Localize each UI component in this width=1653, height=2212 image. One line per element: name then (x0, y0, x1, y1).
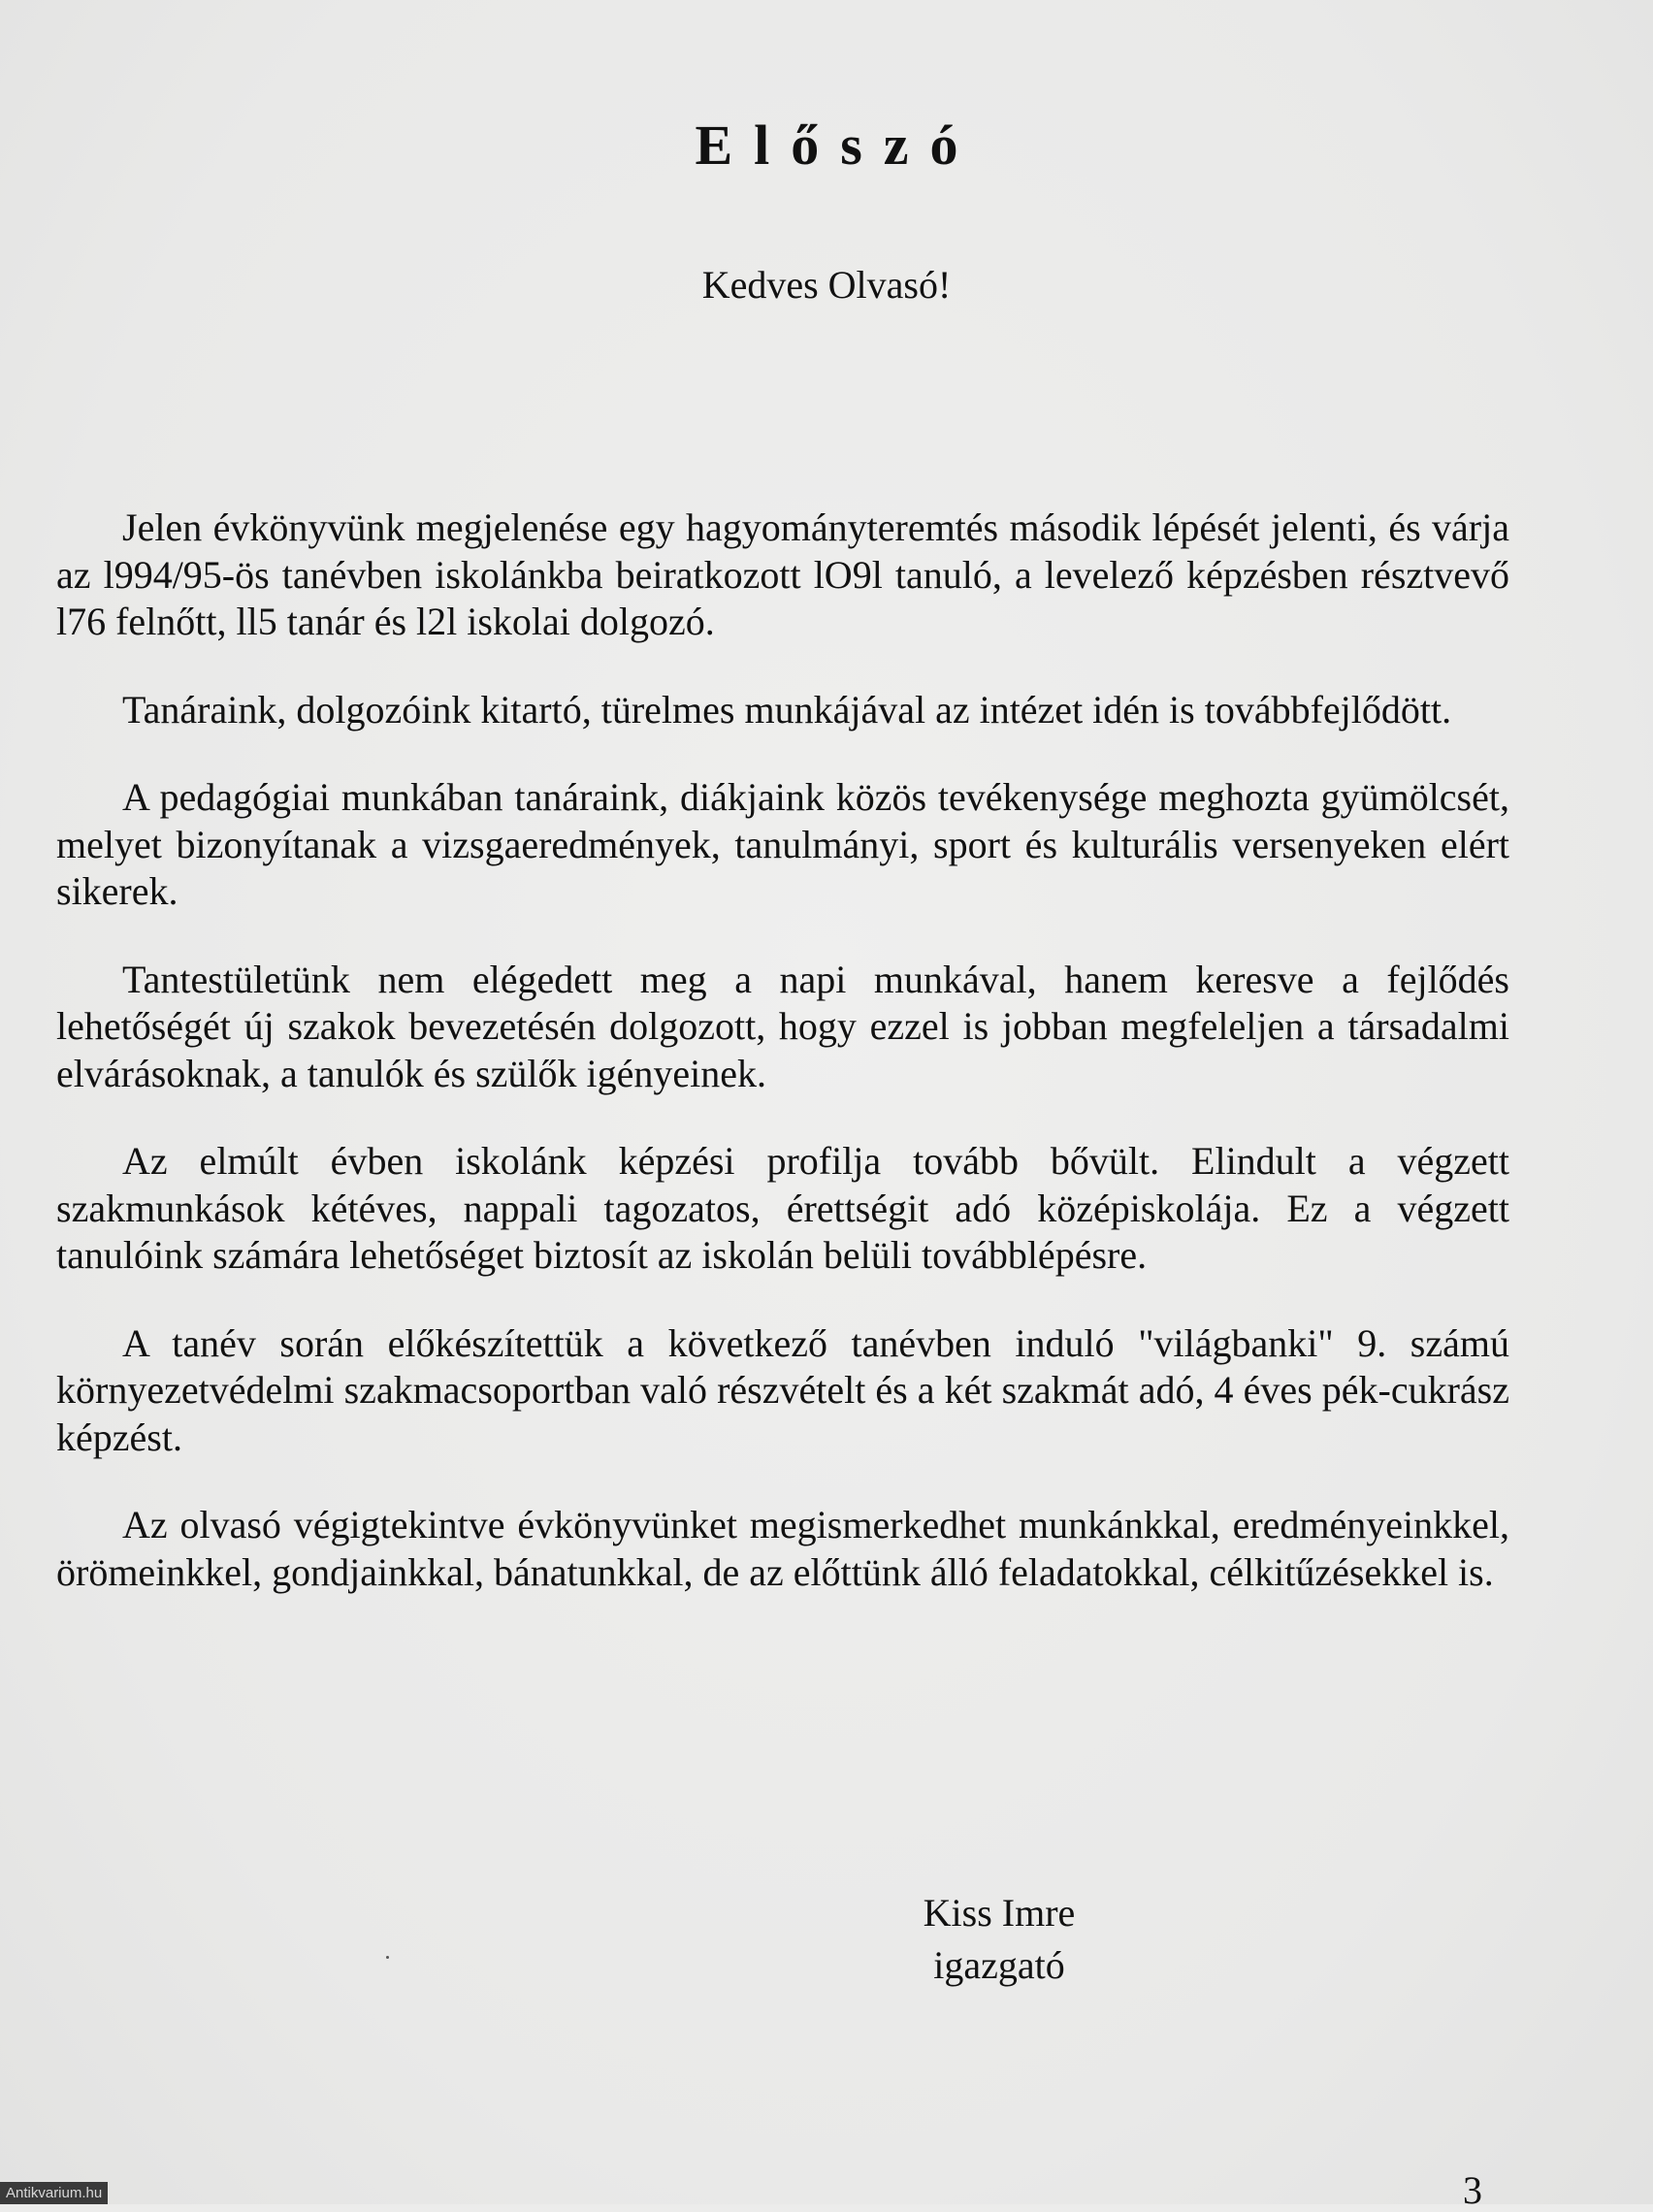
paragraph-6: A tanév során előkészítettük a következő tanévben induló "világbanki" 9. számú környezetvédelmi szakmacsoportban való részvételt és a két szakmát adó, 4 éves pék-cukrász képzést. (56, 1320, 1509, 1459)
page-title: Előszó (695, 113, 980, 177)
paragraph-3: A pedagógiai munkában tanáraink, diákjaink közös tevékenysége meghozta gyümölcsét, melyet bizonyítanak a vizsgaeredmények, tanulmányi, sport és kulturális versenyeken elért sikerek. (56, 775, 1509, 913)
body-text (56, 504, 1509, 1637)
paragraph-1: Jelen évkönyvünk megjelenése egy hagyományteremtés második lépését jelenti, és várja az l994/95-ös tanévben iskolánkba beiratkozott lO9l tanuló, a levelező képzésben résztvevő l76 felnőtt, ll5 tanár és l2l iskolai dolgozó. (56, 505, 1509, 643)
page-number: 3 (1463, 2168, 1482, 2212)
signature-block (834, 1887, 1164, 1992)
signature-name: Kiss Imre (923, 1891, 1076, 1935)
signature-role: igazgató (933, 1943, 1065, 1987)
salutation: Kedves Olvasó! (701, 263, 952, 307)
paragraph-4: Tantestületünk nem elégedett meg a napi munkával, hanem keresve a fejlődés lehetőségét új szakok bevezetésén dolgozott, hogy ezzel is jobban megfeleljen a társadalmi elvárásoknak, a tanulók és szülők igényeinek. (56, 957, 1509, 1095)
watermark: Antikvarium.hu (0, 2182, 108, 2204)
paragraph-5: Az elmúlt évben iskolánk képzési profilja tovább bővült. Elindult a végzett szakmunkások kétéves, nappali tagozatos, érettségit adó középiskolája. Ez a végzett tanulóink számára lehetőséget biztosít az iskolán belüli továbblépésre. (56, 1139, 1509, 1277)
paragraph-7: Az olvasó végigtekintve évkönyvünket megismerkedhet munkánkkal, eredményeinkkel, örömeinkkel, gondjainkkal, bánatunkkal, de az előttünk álló feladatokkal, célkitűzésekkel is. (56, 1503, 1509, 1594)
paper-speck (386, 1956, 389, 1959)
paragraph-2: Tanáraink, dolgozóink kitartó, türelmes munkájával az intézet idén is továbbfejlődött. (122, 687, 1452, 732)
